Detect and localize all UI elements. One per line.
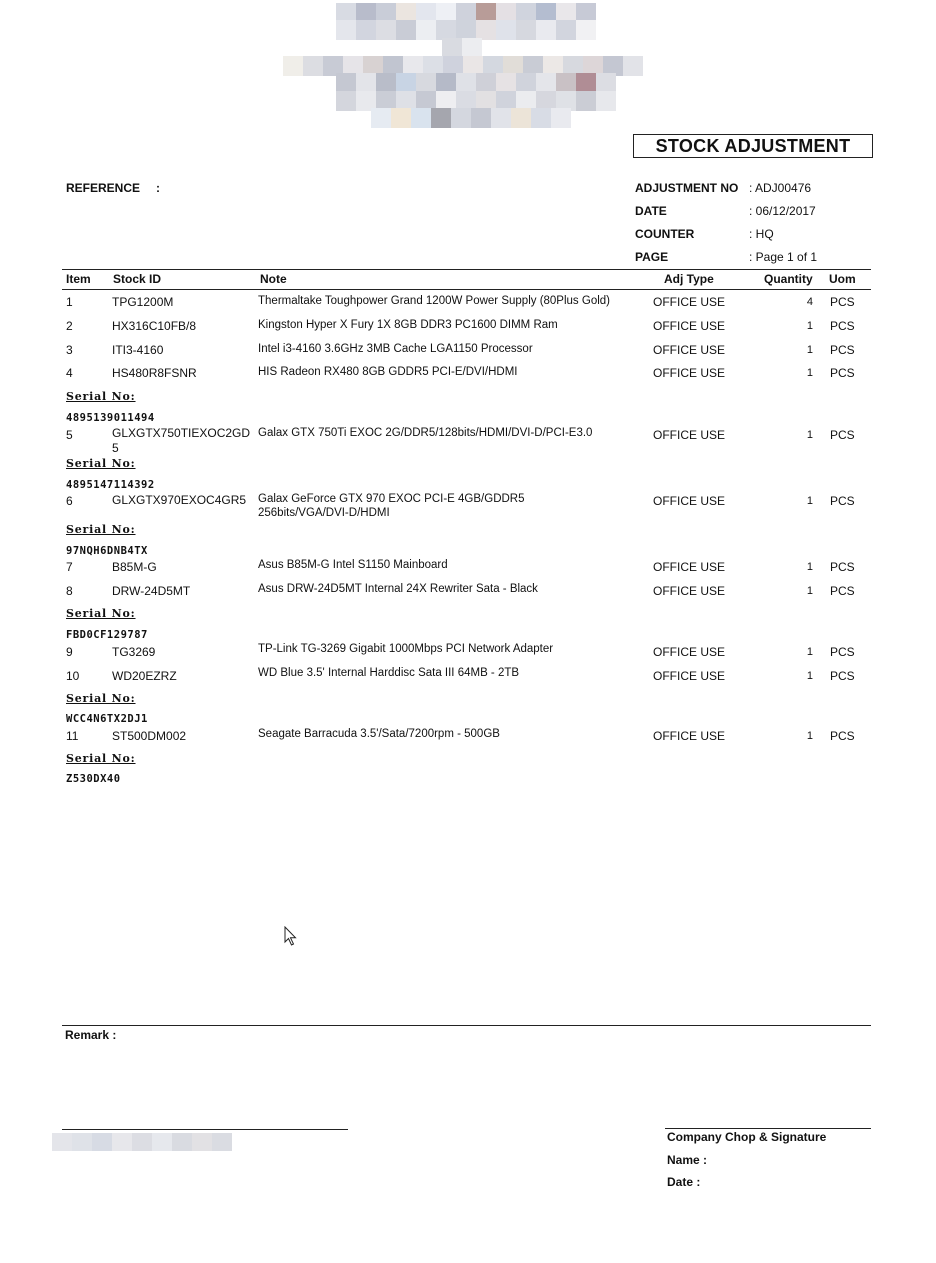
document-title: STOCK ADJUSTMENT bbox=[633, 134, 873, 158]
row-adj-type: OFFICE USE bbox=[653, 729, 726, 743]
row-note: Thermaltake Toughpower Grand 1200W Power Supply (80Plus Gold) bbox=[258, 295, 610, 307]
row-quantity: 1 bbox=[806, 495, 813, 507]
row-uom: PCS bbox=[830, 428, 855, 442]
row-quantity: 1 bbox=[806, 367, 813, 379]
row-adj-type: OFFICE USE bbox=[653, 494, 726, 508]
row-item: 11 bbox=[66, 729, 79, 743]
row-uom: PCS bbox=[830, 295, 855, 309]
row-quantity: 1 bbox=[806, 429, 813, 441]
serial-no-value: Z530DX40 bbox=[66, 773, 121, 785]
row-note: WD Blue 3.5' Internal Harddisc Sata III 64MB - 2TB bbox=[258, 667, 520, 679]
arrow-cursor-icon bbox=[284, 926, 298, 948]
reference-separator: : bbox=[156, 181, 160, 195]
adjustment-no-value: : ADJ00476 bbox=[749, 181, 812, 195]
row-note: Galax GeForce GTX 970 EXOC PCI-E 4GB/GDDR5 bbox=[258, 493, 525, 505]
serial-no-label: Serial No: bbox=[66, 390, 136, 403]
row-quantity: 1 bbox=[806, 646, 813, 658]
row-item: 1 bbox=[66, 295, 73, 309]
reference-label: REFERENCE bbox=[66, 181, 141, 195]
remark-label: Remark : bbox=[65, 1028, 117, 1042]
row-item: 4 bbox=[66, 366, 73, 380]
row-uom: PCS bbox=[830, 729, 855, 743]
row-uom: PCS bbox=[830, 343, 855, 357]
row-stock-id: TG3269 bbox=[112, 645, 156, 659]
row-note: Intel i3-4160 3.6GHz 3MB Cache LGA1150 Processor bbox=[258, 343, 533, 355]
row-item: 5 bbox=[66, 428, 73, 442]
counter-value: : HQ bbox=[749, 227, 774, 241]
row-adj-type: OFFICE USE bbox=[653, 560, 726, 574]
row-stock-id: HX316C10FB/8 bbox=[112, 319, 197, 333]
row-adj-type: OFFICE USE bbox=[653, 669, 726, 683]
row-adj-type: OFFICE USE bbox=[653, 319, 726, 333]
header-item: Item bbox=[66, 272, 91, 286]
row-adj-type: OFFICE USE bbox=[653, 428, 726, 442]
row-uom: PCS bbox=[830, 494, 855, 508]
row-note: Galax GTX 750Ti EXOC 2G/DDR5/128bits/HDMI/DVI-D/PCI-E3.0 bbox=[258, 427, 593, 439]
right-signature-rule bbox=[665, 1128, 871, 1129]
row-uom: PCS bbox=[830, 584, 855, 598]
serial-no-value: 4895147114392 bbox=[66, 479, 155, 491]
counter-label: COUNTER bbox=[635, 227, 695, 241]
left-signature-rule bbox=[62, 1129, 348, 1130]
row-item: 3 bbox=[66, 343, 73, 357]
row-item: 7 bbox=[66, 560, 73, 574]
row-adj-type: OFFICE USE bbox=[653, 366, 726, 380]
row-stock-id: DRW-24D5MT bbox=[112, 584, 191, 598]
row-note: HIS Radeon RX480 8GB GDDR5 PCI-E/DVI/HDMI bbox=[258, 366, 518, 378]
row-adj-type: OFFICE USE bbox=[653, 343, 726, 357]
table-top-rule bbox=[62, 269, 871, 270]
row-stock-id: GLXGTX970EXOC4GR5 bbox=[112, 493, 247, 507]
page-value: : Page 1 of 1 bbox=[749, 250, 818, 264]
row-item: 9 bbox=[66, 645, 73, 659]
header-adj-type: Adj Type bbox=[664, 272, 714, 286]
header-uom: Uom bbox=[829, 272, 856, 286]
row-stock-id: ITI3-4160 bbox=[112, 343, 164, 357]
row-uom: PCS bbox=[830, 366, 855, 380]
row-stock-id: HS480R8FSNR bbox=[112, 366, 197, 380]
row-quantity: 1 bbox=[806, 730, 813, 742]
row-stock-id: B85M-G bbox=[112, 560, 157, 574]
row-stock-id: ST500DM002 bbox=[112, 729, 187, 743]
row-quantity: 1 bbox=[806, 320, 813, 332]
row-item: 6 bbox=[66, 494, 73, 508]
serial-no-label: Serial No: bbox=[66, 692, 136, 705]
remark-rule bbox=[62, 1025, 871, 1026]
serial-no-label: Serial No: bbox=[66, 457, 136, 470]
serial-no-label: Serial No: bbox=[66, 752, 136, 765]
page-label: PAGE bbox=[635, 250, 669, 264]
header-quantity: Quantity bbox=[764, 272, 813, 286]
row-uom: PCS bbox=[830, 560, 855, 574]
serial-no-value: 97NQH6DNB4TX bbox=[66, 545, 148, 557]
adjustment-no-label: ADJUSTMENT NO bbox=[635, 181, 739, 195]
table-header-rule bbox=[62, 289, 871, 290]
redacted-company-name bbox=[52, 1133, 232, 1151]
header-note: Note bbox=[260, 272, 287, 286]
row-uom: PCS bbox=[830, 645, 855, 659]
row-quantity: 1 bbox=[806, 585, 813, 597]
serial-no-value: WCC4N6TX2DJ1 bbox=[66, 713, 148, 725]
serial-no-label: Serial No: bbox=[66, 607, 136, 620]
row-item: 8 bbox=[66, 584, 73, 598]
row-note: Asus DRW-24D5MT Internal 24X Rewriter Sata - Black bbox=[258, 583, 538, 595]
serial-no-value: FBD0CF129787 bbox=[66, 629, 148, 641]
row-stock-id: TPG1200M bbox=[112, 295, 174, 309]
row-note-continued: 256bits/VGA/DVI-D/HDMI bbox=[258, 507, 390, 519]
row-uom: PCS bbox=[830, 669, 855, 683]
row-note: Kingston Hyper X Fury 1X 8GB DDR3 PC1600 DIMM Ram bbox=[258, 319, 558, 331]
row-note: Asus B85M-G Intel S1150 Mainboard bbox=[258, 559, 448, 571]
row-stock-id: WD20EZRZ bbox=[112, 669, 177, 683]
serial-no-label: Serial No: bbox=[66, 523, 136, 536]
serial-no-value: 4895139011494 bbox=[66, 412, 155, 424]
row-item: 10 bbox=[66, 669, 80, 683]
row-adj-type: OFFICE USE bbox=[653, 584, 726, 598]
row-uom: PCS bbox=[830, 319, 855, 333]
row-note: Seagate Barracuda 3.5'/Sata/7200rpm - 500GB bbox=[258, 728, 500, 740]
row-quantity: 4 bbox=[806, 296, 813, 308]
company-chop-label: Company Chop & Signature bbox=[667, 1130, 827, 1144]
row-quantity: 1 bbox=[806, 670, 813, 682]
row-adj-type: OFFICE USE bbox=[653, 645, 726, 659]
row-adj-type: OFFICE USE bbox=[653, 295, 726, 309]
row-stock-id-continued: 5 bbox=[112, 441, 119, 455]
header-stock-id: Stock ID bbox=[113, 272, 162, 286]
date-label: DATE bbox=[635, 204, 667, 218]
signature-date-label: Date : bbox=[667, 1175, 701, 1189]
name-label: Name : bbox=[667, 1153, 708, 1167]
date-value: : 06/12/2017 bbox=[749, 204, 816, 218]
row-quantity: 1 bbox=[806, 344, 813, 356]
row-quantity: 1 bbox=[806, 561, 813, 573]
row-item: 2 bbox=[66, 319, 73, 333]
row-note: TP-Link TG-3269 Gigabit 1000Mbps PCI Network Adapter bbox=[258, 643, 554, 655]
row-stock-id: GLXGTX750TIEXOC2GD bbox=[112, 426, 251, 440]
